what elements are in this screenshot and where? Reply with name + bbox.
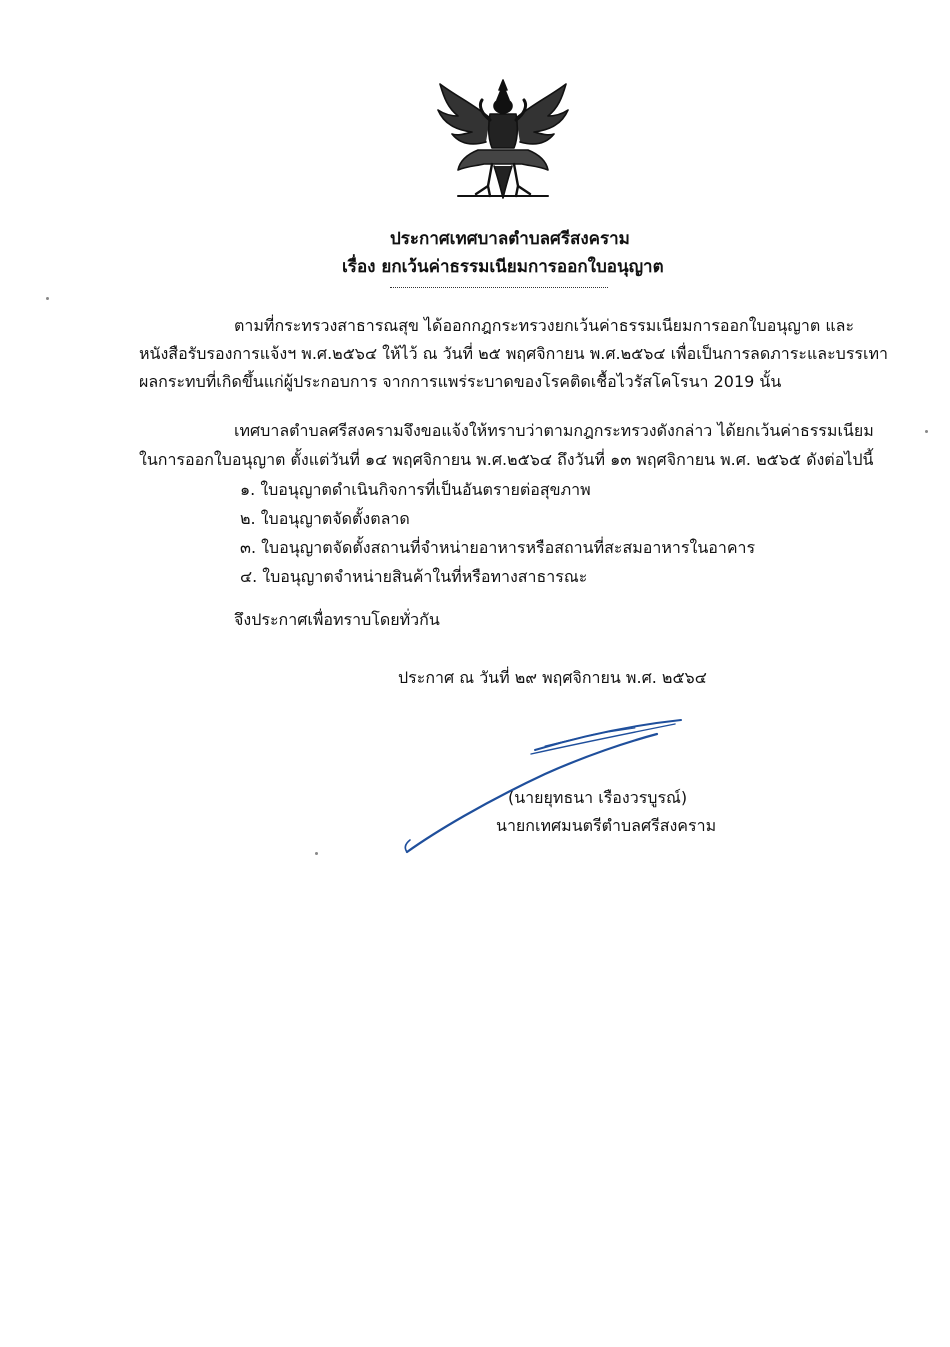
para2-line1: เทศบาลตำบลศรีสงครามจึงขอแจ้งให้ทราบว่าตามกฎกระทรวงดังกล่าว ได้ยกเว้นค่าธรรมเนียม: [234, 421, 874, 440]
announcement-date: ประกาศ ณ วันที่ ๒๙ พฤศจิกายน พ.ศ. ๒๕๖๔: [398, 668, 707, 687]
closing-statement: จึงประกาศเพื่อทราบโดยทั่วกัน: [234, 610, 440, 629]
signer-name: (นายยุทธนา เรืองวรบูรณ์): [508, 788, 688, 807]
list-item: ๒. ใบอนุญาตจัดตั้งตลาด: [240, 509, 410, 528]
scan-speck: [46, 297, 49, 300]
signer-title: นายกเทศมนตรีตำบลศรีสงคราม: [496, 816, 717, 835]
notice-subject: เรื่อง ยกเว้นค่าธรรมเนียมการออกใบอนุญาต: [342, 257, 664, 277]
para2-line2: ในการออกใบอนุญาต ตั้งแต่วันที่ ๑๔ พฤศจิกายน พ.ศ.๒๕๖๔ ถึงวันที่ ๑๓ พฤศจิกายน พ.ศ. ๒๕๖๕ ดังต่อไปนี้: [139, 450, 874, 469]
title-divider: [390, 287, 608, 288]
para1-line2: หนังสือรับรองการแจ้งฯ พ.ศ.๒๕๖๔ ให้ไว้ ณ วันที่ ๒๕ พฤศจิกายน พ.ศ.๒๕๖๔ เพื่อเป็นการลดภาระและบรรเทา: [139, 344, 888, 363]
notice-title: ประกาศเทศบาลตำบลศรีสงคราม: [390, 229, 630, 249]
list-item: ๔. ใบอนุญาตจำหน่ายสินค้าในที่หรือทางสาธารณะ: [240, 567, 588, 586]
para1-line1: ตามที่กระทรวงสาธารณสุข ได้ออกกฎกระทรวงยกเว้นค่าธรรมเนียมการออกใบอนุญาต และ: [234, 316, 855, 335]
list-item: ๑. ใบอนุญาตดำเนินกิจการที่เป็นอันตรายต่อสุขภาพ: [240, 480, 591, 499]
list-item: ๓. ใบอนุญาตจัดตั้งสถานที่จำหน่ายอาหารหรือสถานที่สะสมอาหารในอาคาร: [240, 538, 756, 557]
garuda-emblem-icon: [428, 74, 578, 204]
scan-speck: [315, 852, 318, 855]
para1-line3: ผลกระทบที่เกิดขึ้นแก่ผู้ประกอบการ จากการแพร่ระบาดของโรคติดเชื้อไวรัสโคโรนา 2019 นั้น: [139, 372, 782, 391]
scan-speck: [925, 430, 928, 433]
